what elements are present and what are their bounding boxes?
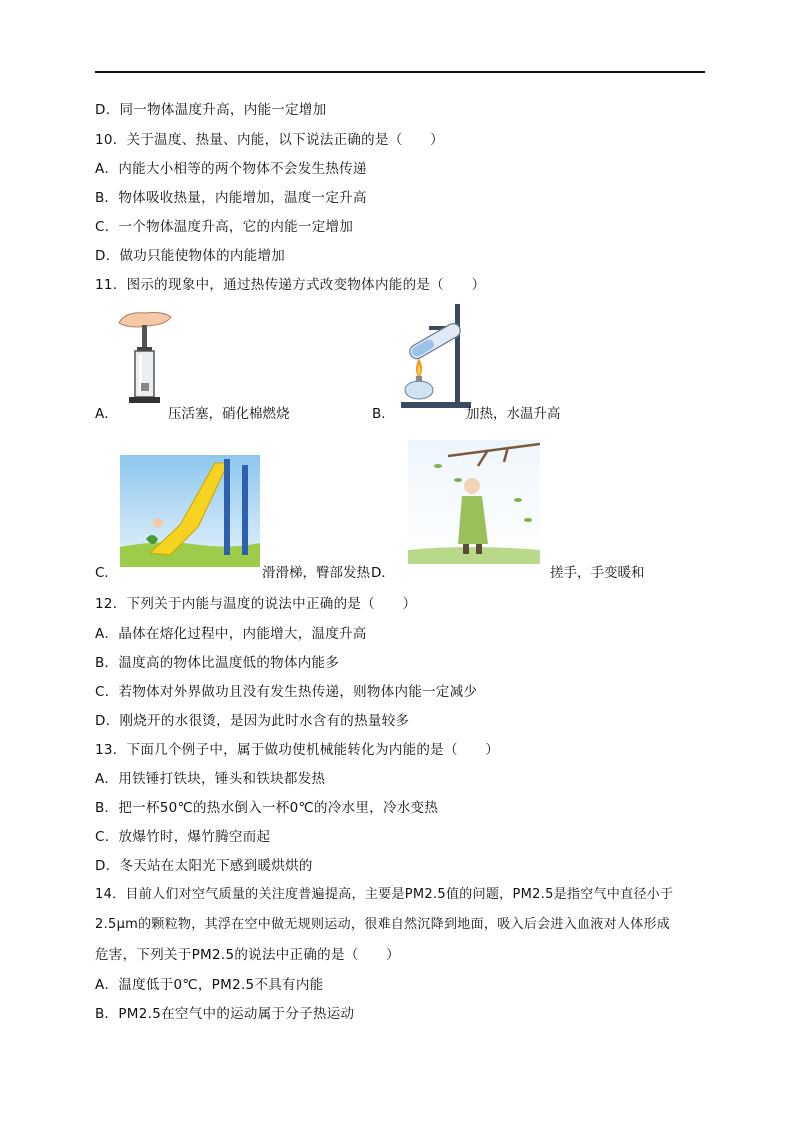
question-11: 11．图示的现象中，通过热传递方式改变物体内能的是（ ） — [95, 277, 486, 293]
question-13: 13．下面几个例子中，属于做功使机械能转化为内能的是（ ） — [95, 742, 500, 758]
q11-option-a-label: A． — [95, 406, 118, 422]
question-13-option-a: A．用铁锤打铁块，锤头和铁块都发热 — [95, 771, 326, 787]
playground-slide-illustration — [120, 455, 260, 567]
q11-option-d-label: D． — [371, 565, 395, 581]
question-14-line-3: 危害，下列关于PM2.5的说法中正确的是（ ） — [95, 947, 400, 963]
rubbing-hands-illustration — [408, 440, 540, 564]
question-13-option-d: D．冬天站在太阳光下感到暖烘烘的 — [95, 858, 313, 874]
q11-option-b-caption: 加热，水温升高 — [466, 406, 561, 422]
q11-option-d-caption: 搓手，手变暖和 — [550, 565, 645, 581]
test-tube-heating-illustration — [395, 300, 475, 412]
question-10-option-b: B．物体吸收热量，内能增加，温度一定升高 — [95, 190, 367, 206]
question-12: 12．下列关于内能与温度的说法中正确的是（ ） — [95, 596, 417, 612]
header-rule — [95, 71, 705, 73]
q11-option-b-label: B． — [372, 406, 395, 422]
q11-option-c-label: C． — [95, 565, 118, 581]
question-13-option-b: B．把一杯50℃的热水倒入一杯0℃的冷水里，冷水变热 — [95, 800, 439, 816]
option-d-previous: D．同一物体温度升高，内能一定增加 — [95, 102, 327, 118]
question-14-line-1: 14．目前人们对空气质量的关注度普遍提高，主要是PM2.5值的问题，PM2.5是指空气中直径小于 — [95, 887, 674, 902]
question-10-option-d: D．做功只能使物体的内能增加 — [95, 248, 286, 264]
q11-option-a-caption: 压活塞，硝化棉燃烧 — [168, 406, 290, 422]
question-14-option-b: B．PM2.5在空气中的运动属于分子热运动 — [95, 1006, 355, 1022]
question-12-option-a: A．晶体在熔化过程中，内能增大，温度升高 — [95, 626, 367, 642]
question-14-line-2: 2.5μm的颗粒物，其浮在空中做无规则运动，很难自然沉降到地面，吸入后会进入血液对人体形成 — [95, 917, 671, 932]
question-10-option-a: A．内能大小相等的两个物体不会发生热传递 — [95, 161, 367, 177]
question-12-option-b: B．温度高的物体比温度低的物体内能多 — [95, 655, 340, 671]
question-13-option-c: C．放爆竹时，爆竹腾空而起 — [95, 829, 271, 845]
question-12-option-d: D．刚烧开的水很烫，是因为此时水含有的热量较多 — [95, 713, 410, 729]
question-10: 10．关于温度、热量、内能，以下说法正确的是（ ） — [95, 132, 444, 148]
question-12-option-c: C．若物体对外界做功且没有发生热传递，则物体内能一定减少 — [95, 684, 478, 700]
question-10-option-c: C．一个物体温度升高，它的内能一定增加 — [95, 219, 354, 235]
question-14-option-a: A．温度低于0℃，PM2.5不具有内能 — [95, 977, 324, 993]
air-piston-illustration — [115, 303, 175, 411]
q11-option-c-caption: 滑滑梯，臀部发热 — [262, 565, 370, 581]
